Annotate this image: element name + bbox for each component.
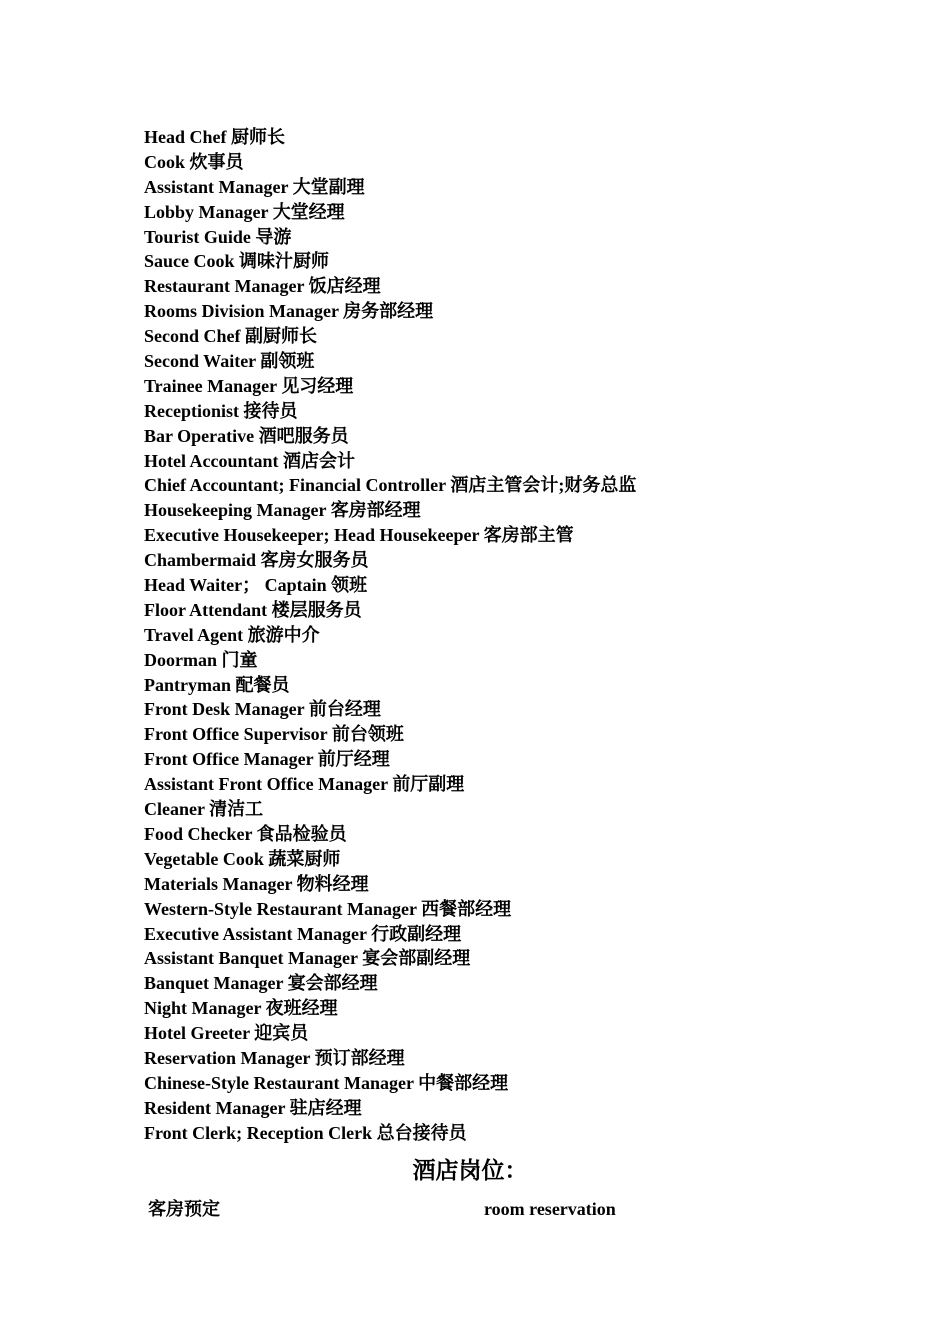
- position-english: Chambermaid: [144, 550, 256, 571]
- position-english: Floor Attendant: [144, 599, 268, 620]
- position-chinese: 接待员: [243, 400, 298, 421]
- position-english: Head Chef: [144, 127, 227, 147]
- position-english: Executive Housekeeper; Head Housekeeper: [144, 525, 480, 546]
- position-chinese: 前台领班: [331, 724, 404, 745]
- position-chinese: 大堂经理: [272, 201, 345, 222]
- position-chinese: 预订部经理: [314, 1047, 405, 1068]
- position-chinese: 领班: [331, 575, 368, 596]
- position-chinese: 夜班经理: [265, 998, 338, 1019]
- list-item: [144, 1096, 636, 1121]
- list-item: [144, 1071, 636, 1096]
- list-item: [144, 299, 636, 324]
- position-english: Rooms Division Manager: [144, 301, 339, 322]
- position-chinese: 前厅副理: [392, 774, 465, 795]
- position-english: Front Office Supervisor: [144, 724, 328, 745]
- list-item: [144, 150, 636, 175]
- position-chinese: 旅游中介: [247, 624, 320, 645]
- position-chinese: 前台经理: [308, 699, 381, 720]
- list-item: [144, 424, 636, 449]
- list-item: [144, 200, 636, 225]
- position-chinese: 大堂副理: [292, 176, 365, 197]
- position-chinese: 饭店经理: [308, 276, 381, 297]
- position-english: Assistant Manager: [144, 176, 289, 197]
- position-chinese: 门童: [221, 649, 258, 670]
- position-chinese: 宴会部经理: [287, 973, 378, 994]
- position-english: Assistant Front Office Manager: [144, 774, 388, 795]
- position-english: Western-Style Restaurant Manager: [144, 898, 417, 919]
- list-item: [144, 374, 636, 399]
- position-chinese: 客房女服务员: [260, 550, 369, 571]
- list-item: [144, 125, 636, 150]
- position-english: Receptionist: [144, 400, 239, 421]
- position-english: Night Manager: [144, 998, 262, 1019]
- list-item: [144, 922, 636, 947]
- position-english: Banquet Manager: [144, 973, 284, 994]
- position-english: Pantryman: [144, 674, 231, 695]
- position-english: Trainee Manager: [144, 375, 277, 396]
- list-item: [144, 648, 636, 673]
- list-item: [144, 747, 636, 772]
- position-english: Housekeeping Manager: [144, 500, 327, 521]
- position-chinese: 厨师长: [231, 127, 285, 147]
- position-english: Resident Manager: [144, 1097, 286, 1118]
- list-item: [144, 1046, 636, 1071]
- position-english: Doorman: [144, 649, 217, 670]
- table-cell-english: room reservation: [484, 1199, 616, 1219]
- list-item: [144, 523, 636, 548]
- position-chinese: 中餐部经理: [418, 1072, 509, 1093]
- position-english: Lobby Manager: [144, 201, 269, 222]
- position-english: Front Clerk; Reception Clerk: [144, 1122, 373, 1143]
- list-item: [144, 673, 636, 698]
- position-chinese: 酒店主管会计;财务总监: [450, 475, 637, 496]
- position-chinese: 酒店会计: [283, 450, 355, 471]
- list-item: [144, 1121, 636, 1146]
- position-english: Cook: [144, 151, 186, 172]
- position-english: Hotel Accountant: [144, 450, 279, 471]
- table-row: [148, 1196, 788, 1222]
- position-chinese: 西餐部经理: [421, 898, 512, 919]
- list-item: [144, 946, 636, 971]
- list-item: [144, 399, 636, 424]
- position-chinese: 副厨师长: [245, 326, 318, 347]
- list-item: [144, 349, 636, 374]
- position-english: Travel Agent: [144, 624, 244, 645]
- position-chinese: 副领班: [260, 351, 315, 372]
- position-chinese: 炊事员: [189, 151, 244, 172]
- position-chinese: 驻店经理: [289, 1097, 362, 1118]
- position-chinese: 调味汁厨师: [239, 251, 330, 272]
- list-item: [144, 249, 636, 274]
- position-chinese: 宴会部副经理: [362, 948, 471, 969]
- position-chinese: 楼层服务员: [271, 599, 362, 620]
- position-english: Food Checker: [144, 823, 253, 844]
- position-chinese: 客房部主管: [483, 525, 574, 546]
- position-chinese: 总台接待员: [376, 1122, 467, 1143]
- position-english: Sauce Cook: [144, 251, 235, 272]
- position-chinese: 行政副经理: [371, 923, 462, 944]
- list-item: [144, 623, 636, 648]
- table-cell-chinese: 客房预定: [148, 1199, 220, 1219]
- position-chinese: 前厅经理: [317, 749, 390, 770]
- section-heading: 酒店岗位：: [412, 1158, 528, 1183]
- list-item: [144, 722, 636, 747]
- position-chinese: 物料经理: [296, 873, 369, 894]
- list-item: [144, 772, 636, 797]
- list-item: [144, 822, 636, 847]
- list-item: [144, 1021, 636, 1046]
- list-item: [144, 598, 636, 623]
- list-item: [144, 225, 636, 250]
- position-english: Restaurant Manager: [144, 276, 305, 297]
- position-english: Front Office Manager: [144, 749, 314, 770]
- position-english: Front Desk Manager: [144, 699, 305, 720]
- position-english: Hotel Greeter: [144, 1023, 250, 1044]
- position-english: Materials Manager: [144, 873, 293, 894]
- position-chinese: 房务部经理: [343, 301, 434, 322]
- position-list: [144, 125, 636, 1146]
- list-item: [144, 996, 636, 1021]
- position-chinese: 见习经理: [281, 375, 354, 396]
- list-item: [144, 697, 636, 722]
- list-item: [144, 797, 636, 822]
- position-english: Assistant Banquet Manager: [144, 948, 358, 969]
- position-chinese: 清洁工: [209, 799, 264, 820]
- list-item: [144, 847, 636, 872]
- list-item: [144, 971, 636, 996]
- position-english: Bar Operative: [144, 425, 255, 446]
- position-chinese: 导游: [255, 226, 292, 247]
- list-item: [144, 473, 636, 498]
- position-english: Reservation Manager: [144, 1047, 311, 1068]
- list-item: [144, 498, 636, 523]
- position-english: Chinese-Style Restaurant Manager: [144, 1072, 414, 1093]
- position-english: Tourist Guide: [144, 226, 251, 247]
- position-chinese: 客房部经理: [330, 500, 421, 521]
- position-chinese: 蔬菜厨师: [268, 848, 341, 869]
- list-item: [144, 175, 636, 200]
- list-item: [144, 897, 636, 922]
- list-item: [144, 548, 636, 573]
- position-chinese: 食品检验员: [256, 823, 347, 844]
- position-english: Head Waiter； Captain: [144, 575, 327, 596]
- position-english: Second Chef: [144, 326, 241, 347]
- list-item: [144, 274, 636, 299]
- position-english: Cleaner: [144, 799, 205, 820]
- position-chinese: 配餐员: [235, 674, 290, 695]
- position-english: Executive Assistant Manager: [144, 923, 367, 944]
- list-item: [144, 449, 636, 474]
- list-item: [144, 324, 636, 349]
- position-chinese: 酒吧服务员: [258, 425, 349, 446]
- position-chinese: 迎宾员: [254, 1023, 309, 1044]
- position-english: Chief Accountant; Financial Controller: [144, 475, 446, 496]
- list-item: [144, 573, 636, 598]
- position-english: Vegetable Cook: [144, 848, 264, 869]
- list-item: [144, 872, 636, 897]
- position-english: Second Waiter: [144, 351, 256, 372]
